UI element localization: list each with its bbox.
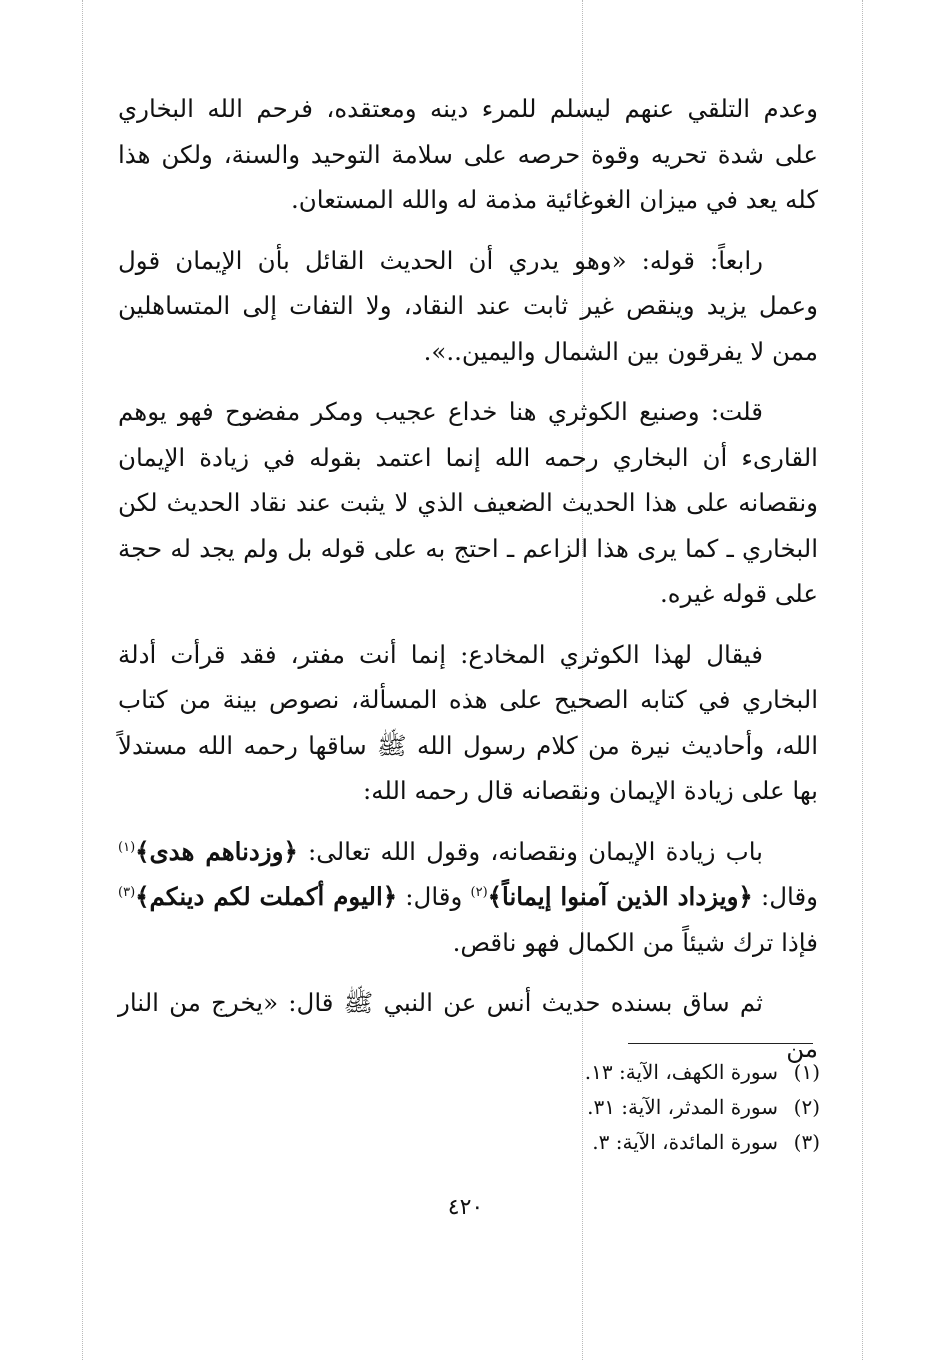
guide-line <box>82 0 83 1360</box>
paragraph: قلت: وصنيع الكوثري هنا خداع عجيب ومكر مفضوح فهو يوهم القارىء أن البخاري رحمه الله إنما اعتمد بقوله في زيادة الإيمان ونقصانه على هذا الحديث الضعيف الذي لا يثبت عند نقاد الحديث لكن البخاري ـ كما يرى هذا الزاعم ـ احتج به على قوله بل ولم يجد له حجة على قوله غيره. <box>118 397 818 608</box>
footnote-ref: (٢) <box>470 884 488 900</box>
paragraph: رابعاً: قوله: «وهو يدري أن الحديث القائل بأن الإيمان قول وعمل يزيد وينقص غير ثابت عند النقاد، ولا التفات إلى المتساهلين ممن لا يفرقون بين الشمال واليمين..». <box>118 245 818 366</box>
paragraph: وعدم التلقي عنهم ليسلم للمرء دينه ومعتقده، فرحم الله البخاري على شدة تحريه وقوة حرصه على سلامة التوحيد والسنة، ولكن هذا كله يعد في ميزان الغوغائية مذمة له والله المستعان. <box>118 94 818 214</box>
footnote-number: (٣) <box>793 1130 820 1154</box>
footnote-text: سورة المدثر، الآية: ٣١. <box>587 1095 778 1119</box>
paragraph: فيقال لهذا الكوثري المخادع: إنما أنت مفتر، فقد قرأت أدلة البخاري في كتابه الصحيح على هذه المسألة، نصوص بينة من كتاب الله، وأحاديث نيرة من كلام رسول الله ﷺ ساقها رحمه الله مستدلاً بها على زيادة الإيمان ونقصانه قال رحمه الله: <box>118 639 818 805</box>
footnote <box>460 1055 820 1090</box>
quran-verse: ﴿وزدناهم هدى﴾ <box>135 836 298 866</box>
footnote-text: سورة المائدة، الآية: ٣. <box>592 1130 778 1154</box>
footnote <box>460 1125 820 1160</box>
quran-paragraph <box>118 829 818 966</box>
footnote-separator <box>628 1043 813 1044</box>
text-segment: باب زيادة الإيمان ونقصانه، وقول الله تعالى: <box>297 836 763 866</box>
text-segment: وقال: <box>397 882 471 911</box>
quran-verse: ﴿ويزداد الذين آمنوا إيماناً﴾ <box>487 882 753 911</box>
text-segment: فإذا ترك شيئاً من الكمال فهو ناقص. <box>452 927 818 957</box>
quran-verse: ﴿اليوم أكملت لكم دينكم﴾ <box>135 882 398 911</box>
page-number: ٤٢٠ <box>447 1195 484 1220</box>
paragraph: ثم ساق بسنده حديث أنس عن النبي ﷺ قال: «يخرج من النار من <box>118 988 818 1063</box>
guide-line <box>862 0 863 1360</box>
footnote-number: (١) <box>793 1060 820 1084</box>
footnote-ref: (٣) <box>118 884 136 900</box>
footnote <box>460 1090 820 1125</box>
footnotes <box>460 1055 820 1160</box>
page-body <box>118 86 818 1086</box>
footnote-ref: (١) <box>118 839 136 855</box>
footnote-text: سورة الكهف، الآية: ١٣. <box>584 1060 778 1084</box>
text-segment: وقال: <box>752 882 819 911</box>
footnote-number: (٢) <box>793 1095 820 1119</box>
